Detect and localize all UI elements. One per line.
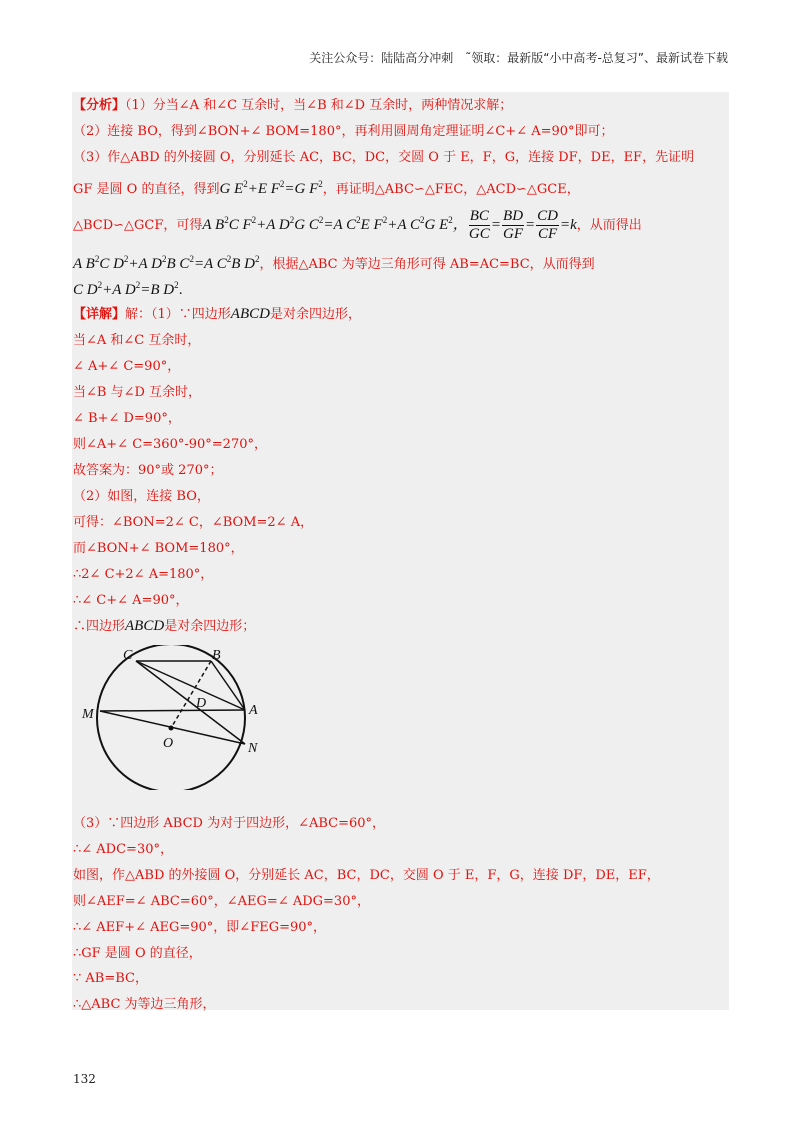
- solution-line-12: ∴∠ C+∠ A=90°，: [73, 593, 189, 608]
- solution-line-2: 当∠A 和∠C 互余时，: [73, 333, 201, 348]
- solution-line-14: （3）∵四边形 ABCD 为对于四边形，∠ABC=60°，: [73, 816, 386, 831]
- solution-line-9: 可得：∠BON=2∠ C，∠BOM=2∠ A，: [73, 515, 314, 530]
- equation-ratios: $\frac{BC}{GC}$ = $\frac{BD}{GF}$ = $\frac{CD}{CF}$ =k: [468, 208, 577, 243]
- segment-ma: [100, 710, 245, 711]
- geometry-figure: [80, 645, 270, 790]
- equation-ge-ef-gf: G $E^2+E$ $F^2=G$ $F^2$: [219, 179, 323, 197]
- solution-line-11: ∴2∠ C+2∠ A=180°，: [73, 567, 214, 582]
- page-number: 132: [73, 1072, 96, 1086]
- analysis-line-1: 【分析】（1）分当∠A 和∠C 互余时，当∠B 和∠D 互余时，两种情况求解；: [73, 98, 513, 113]
- label-d: D: [196, 696, 207, 711]
- center-point: [169, 726, 174, 731]
- solution-line-18: ∴∠ AEF+∠ AEG=90°，即∠FEG=90°，: [73, 920, 327, 935]
- solution-line-10: 而∠BON+∠ BOM=180°，: [73, 541, 244, 556]
- solution-line-16: 如图，作△ABD 的外接圆 O，分别延长 AC，BC，DC，交圆 O 于 E，F，G，连接 DF，DE，EF，: [73, 868, 660, 883]
- analysis-line-2: （2）连接 BO，得到∠BON+∠ BOM=180°，再利用圆周角定理证明∠C+∠ A=90°即可；: [73, 124, 614, 139]
- circle-o: [97, 645, 245, 790]
- solution-line-17: 则∠AEF=∠ ABC=60°，∠AEG=∠ ADG=30°，: [73, 894, 370, 909]
- solution-line-3: ∠ A+∠ C=90°，: [73, 359, 181, 374]
- analysis-line-6: A $B^2C$ $D^2+A$ $D^2B$ $C^2=A$ $C^2B$ $D^2$，根据△ABC 为等边三角形可得 AB=AC=BC，从而得到: [73, 254, 595, 272]
- solution-line-19: ∴GF 是圆 O 的直径，: [73, 946, 202, 961]
- label-n: N: [248, 741, 258, 756]
- segment-bo-dashed: [171, 661, 211, 728]
- label-o: O: [163, 736, 174, 751]
- analysis-line-7: C $D^2+A$ $D^2=B$ $D^2$.: [73, 280, 183, 298]
- solution-label: 【详解】: [73, 307, 126, 322]
- solution-line-21: ∴△ABC 为等边三角形，: [73, 997, 216, 1012]
- analysis-line-5: △BCD∽△GCF，可得A $B^2C$ $F^2+A$ $D^2G$ $C^2=A$ $C^2E$ $F^2+A$ $C^2G$ $E^2$， $\frac{BC}{GC}$ = $\frac{BD}{GF}$ = $\frac{CD}{CF}$ =k，从而得出: [73, 208, 642, 243]
- solution-line-5: ∠ B+∠ D=90°，: [73, 411, 181, 426]
- label-b: B: [212, 648, 221, 663]
- solution-line-7: 故答案为：90°或 270°；: [73, 463, 223, 478]
- label-c: C: [123, 648, 133, 663]
- page-header: 关注公众号：陆陆高分冲刺 ˜领取：最新版“小中高考-总复习”、最新试卷下载: [309, 51, 728, 65]
- solution-line-8: （2）如图，连接 BO，: [73, 489, 210, 504]
- equation-ab-cd: A $B^2C$ $D^2+A$ $D^2B$ $C^2=A$ $C^2B$ $D^2$: [73, 254, 260, 272]
- label-a: A: [249, 703, 258, 718]
- analysis-label: 【分析】: [73, 98, 126, 113]
- solution-line-4: 当∠B 与∠D 互余时，: [73, 385, 202, 400]
- analysis-line-4: GF 是圆 O 的直径，得到G $E^2+E$ $F^2=G$ $F^2$，再证明△ABC∽△FEC，△ACD∽△GCE，: [73, 179, 580, 197]
- equation-cd-ad-bd: C $D^2+A$ $D^2=B$ $D^2$: [73, 280, 179, 298]
- equation-products: A $B^2C$ $F^2+A$ $D^2G$ $C^2=A$ $C^2E$ $F^2+A$ $C^2G$ $E^2$，: [202, 215, 468, 233]
- solution-line-1: 【详解】解：（1）∵四边形ABCD是对余四边形，: [73, 306, 361, 322]
- solution-line-20: ∵ AB=BC，: [73, 971, 148, 986]
- solution-line-15: ∴∠ ADC=30°，: [73, 842, 173, 857]
- solution-line-6: 则∠A+∠ C=360°-90°=270°，: [73, 437, 267, 452]
- analysis-line-3: （3）作△ABD 的外接圆 O，分别延长 AC，BC，DC，交圆 O 于 E，F，G，连接 DF，DE，EF，先证明: [73, 150, 695, 165]
- label-m: M: [82, 707, 94, 722]
- solution-line-13: ∴四边形ABCD是对余四边形；: [73, 618, 256, 634]
